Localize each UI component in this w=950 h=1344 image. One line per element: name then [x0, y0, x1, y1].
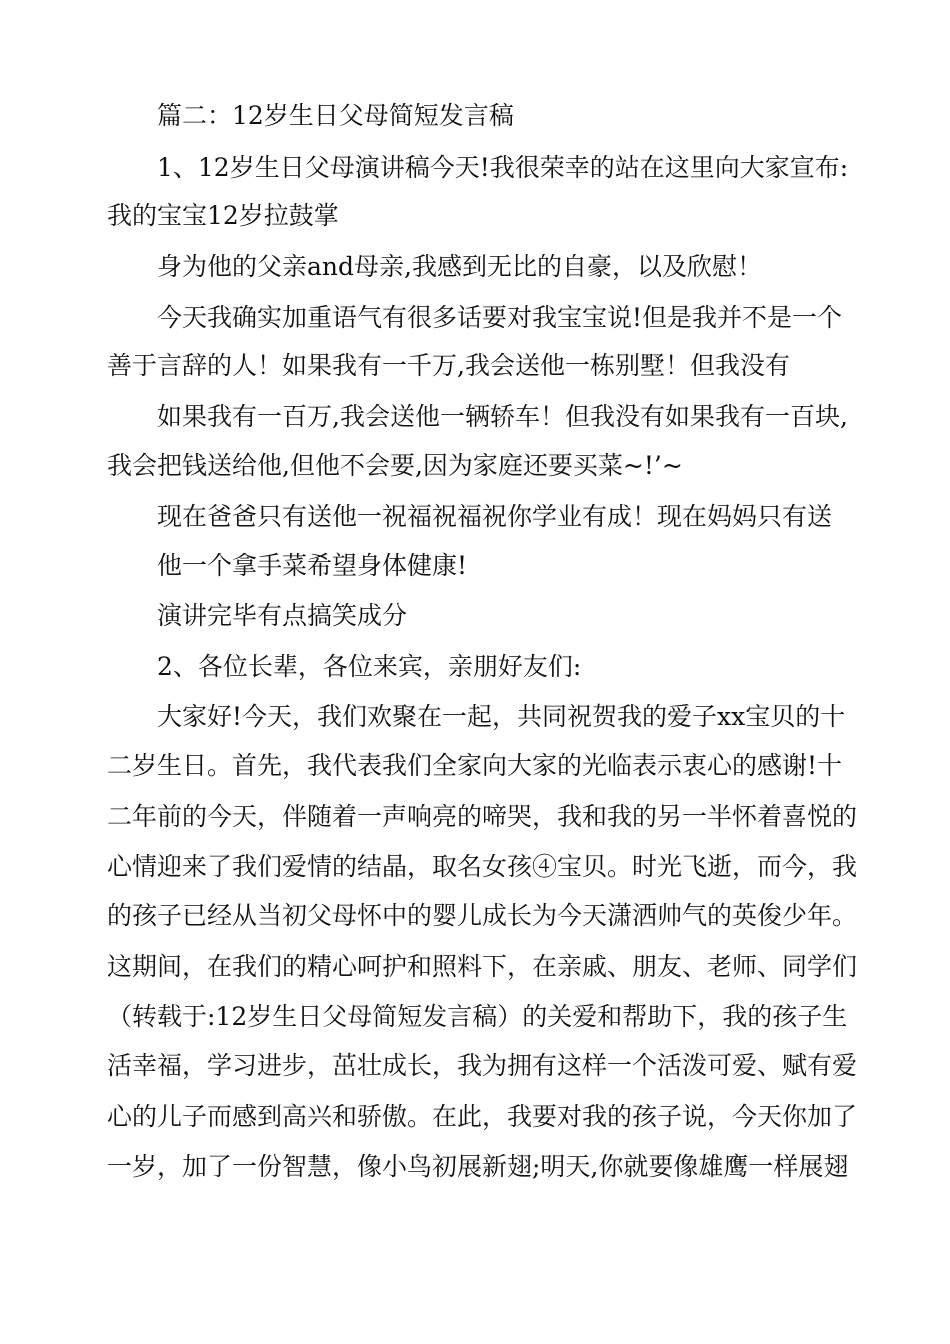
paragraph-line: 大家好!今天，我们欢聚在一起，共同祝贺我的爱子xx宝贝的十: [157, 702, 846, 731]
paragraph-line: 活幸福，学习进步，茁壮成长，我为拥有这样一个活泼可爱、赋有爱: [107, 1051, 858, 1080]
paragraph-line: 1、12岁生日父母演讲稿今天!我很荣幸的站在这里向大家宣布:: [157, 153, 849, 182]
paragraph-line: 2、各位长辈，各位来宾，亲朋好友们:: [157, 652, 582, 681]
paragraph-line: 身为他的父亲and母亲,我感到无比的自豪，以及欣慰！: [157, 252, 762, 281]
paragraph-line: 演讲完毕有点搞笑成分: [157, 601, 408, 630]
paragraph-line: 我的宝宝12岁拉鼓掌: [107, 201, 339, 230]
paragraph-line: （转载于:12岁生日父母简短发言稿）的关爱和帮助下，我的孩子生: [107, 1002, 848, 1031]
paragraph-line: 现在爸爸只有送他一祝福祝福祝你学业有成！现在妈妈只有送: [157, 502, 833, 531]
paragraph-line: 的孩子已经从当初父母怀中的婴儿成长为今天潇洒帅气的英俊少年。: [107, 901, 858, 930]
paragraph-line: 如果我有一百万,我会送他一辆轿车！但我没有如果我有一百块,: [157, 402, 848, 431]
section-heading: 篇二：12岁生日父母简短发言稿: [157, 101, 514, 130]
paragraph-line: 今天我确实加重语气有很多话要对我宝宝说!但是我并不是一个: [157, 303, 843, 332]
paragraph-line: 二年前的今天，伴随着一声响亮的啼哭，我和我的另一半怀着喜悦的: [107, 802, 858, 831]
paragraph-line: 这期间，在我们的精心呵护和照料下，在亲戚、朋友、老师、同学们: [107, 952, 858, 981]
paragraph-line: 心的儿子而感到高兴和骄傲。在此，我要对我的孩子说，今天你加了: [107, 1102, 858, 1131]
paragraph-line: 二岁生日。首先，我代表我们全家向大家的光临表示衷心的感谢!十: [107, 751, 843, 780]
paragraph-line: 善于言辞的人！如果我有一千万,我会送他一栋别墅！但我没有: [107, 351, 790, 380]
paragraph-line: 心情迎来了我们爱情的结晶，取名女孩④宝贝。时光飞逝，而今，我: [107, 852, 858, 881]
paragraph-line: 我会把钱送给他,但他不会要,因为家庭还要买菜~!’~: [107, 451, 683, 480]
paragraph-line: 一岁，加了一份智慧，像小鸟初展新翅;明天,你就要像雄鹰一样展翅: [107, 1152, 849, 1181]
paragraph-line: 他一个拿手菜希望身体健康!: [157, 551, 468, 580]
